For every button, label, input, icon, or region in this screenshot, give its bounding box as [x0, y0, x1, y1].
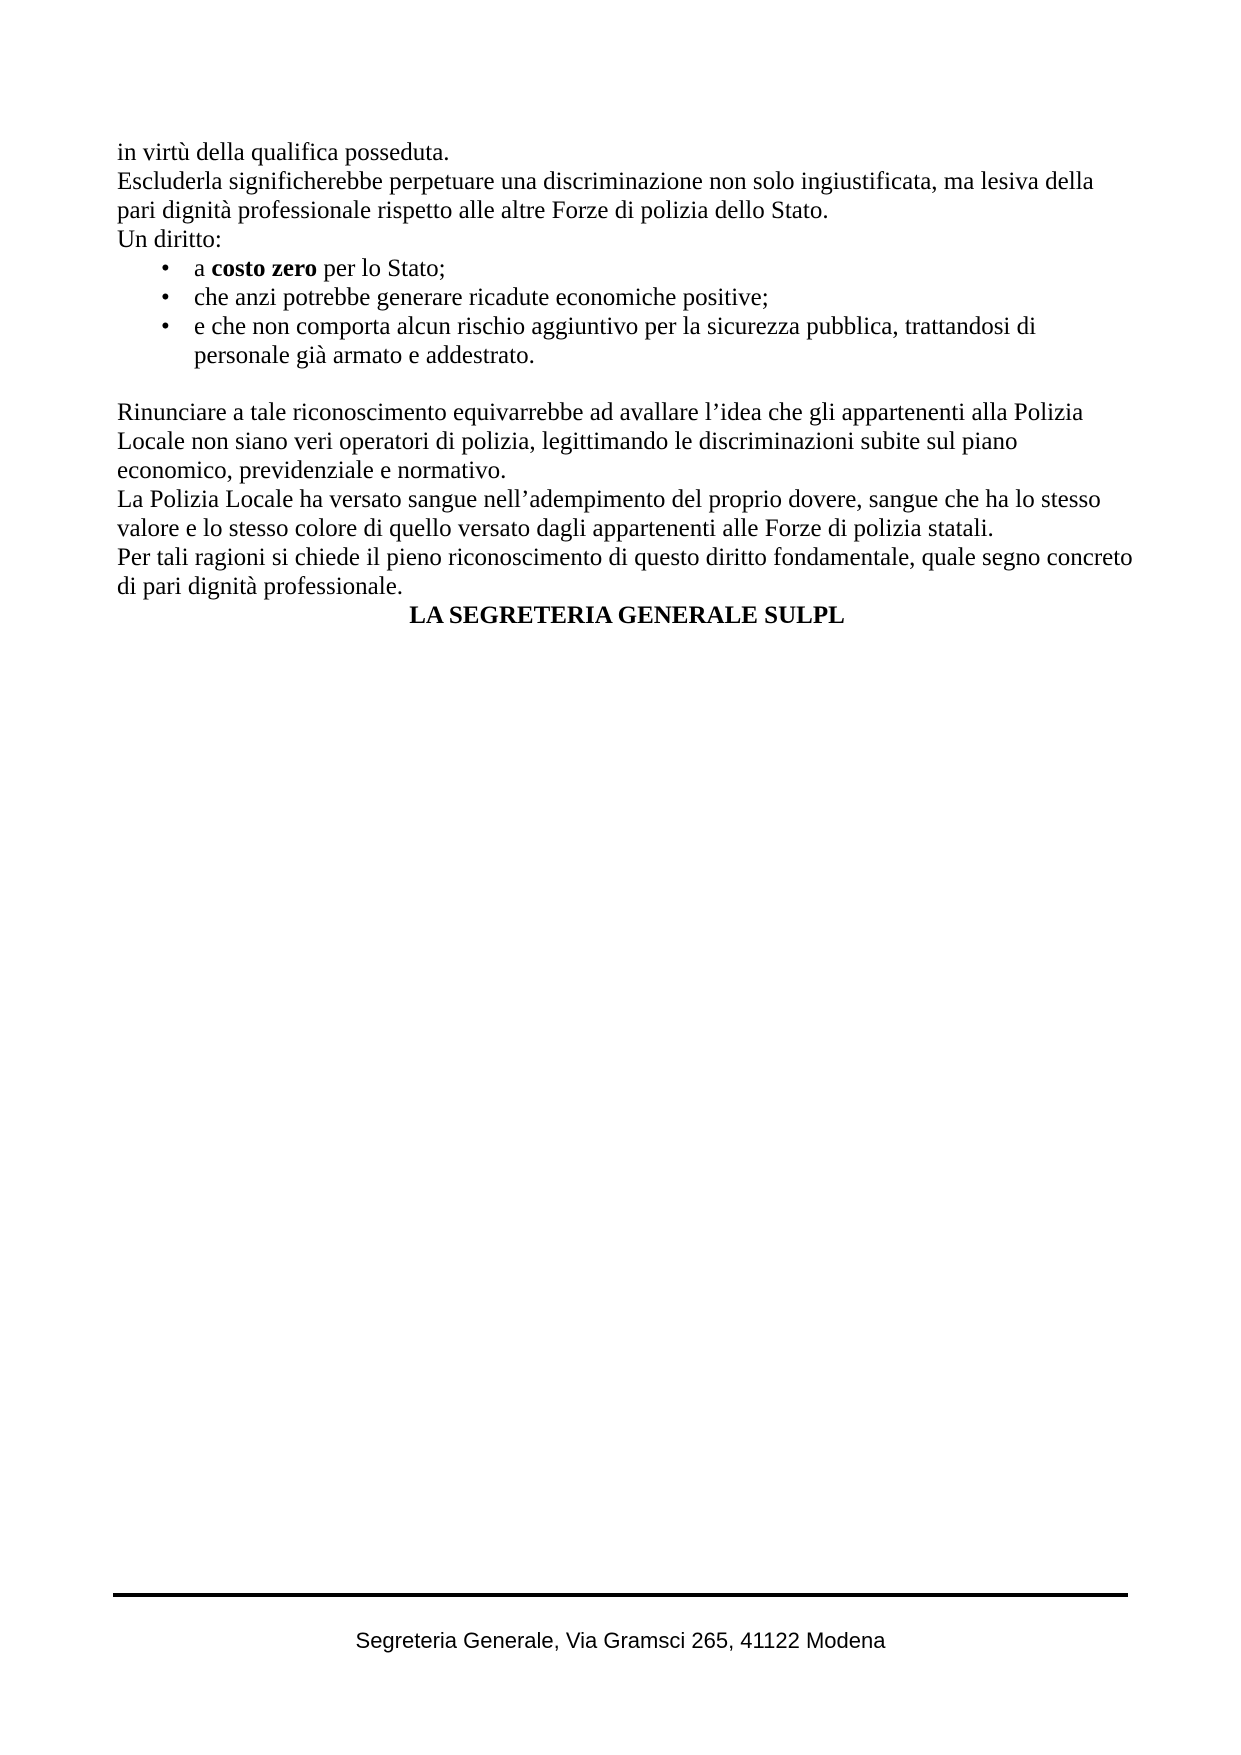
- bullet-icon: •: [161, 255, 170, 282]
- list-item-costo-zero: [117, 254, 1137, 283]
- list-item-text-suffix: per lo Stato;: [317, 255, 446, 282]
- signature-heading: LA SEGRETERIA GENERALE SULPL: [409, 602, 845, 629]
- paragraph-rinuncia: Rinunciare a tale riconoscimento equivarrebbe ad avallare l’idea che gli appartenenti alla Polizia Locale non siano veri operatori di polizia, legittimando le discriminazioni subite sul piano economico, previdenziale e normativo.: [117, 399, 1084, 484]
- paragraph-sangue: La Polizia Locale ha versato sangue nell’adempimento del proprio dovere, sangue che ha lo stesso valore e lo stesso colore di quello versato dagli appartenenti alle Forze di polizia statali.: [117, 486, 1101, 542]
- paragraph-richiesta: Per tali ragioni si chiede il pieno riconoscimento di questo diritto fondamentale, quale segno concreto di pari dignità professionale.: [117, 544, 1133, 600]
- list-item-text-prefix: a: [194, 255, 212, 282]
- paragraph-esclusione: Escluderla significherebbe perpetuare una discriminazione non solo ingiustificata, ma lesiva della pari dignità professionale rispetto alle altre Forze di polizia dello Stato.: [117, 168, 1094, 224]
- list-item-rischio: [117, 312, 1137, 370]
- list-item-ricadute: [117, 283, 1137, 312]
- page-footer: [113, 1593, 1128, 1654]
- paragraph-un-diritto: Un diritto:: [117, 226, 222, 253]
- bullet-icon: •: [161, 313, 170, 340]
- document-body: [117, 138, 1137, 630]
- bullet-list: [117, 254, 1137, 370]
- bullet-icon: •: [161, 284, 170, 311]
- paragraph-qualifica: in virtù della qualifica posseduta.: [117, 139, 450, 166]
- list-item-text: e che non comporta alcun rischio aggiuntivo per la sicurezza pubblica, trattandosi di personale già armato e addestrato.: [194, 313, 1037, 369]
- list-item-text-bold: costo zero: [211, 255, 318, 282]
- footer-address: Segreteria Generale, Via Gramsci 265, 41122 Modena: [355, 1628, 886, 1653]
- list-item-text: che anzi potrebbe generare ricadute economiche positive;: [194, 284, 769, 311]
